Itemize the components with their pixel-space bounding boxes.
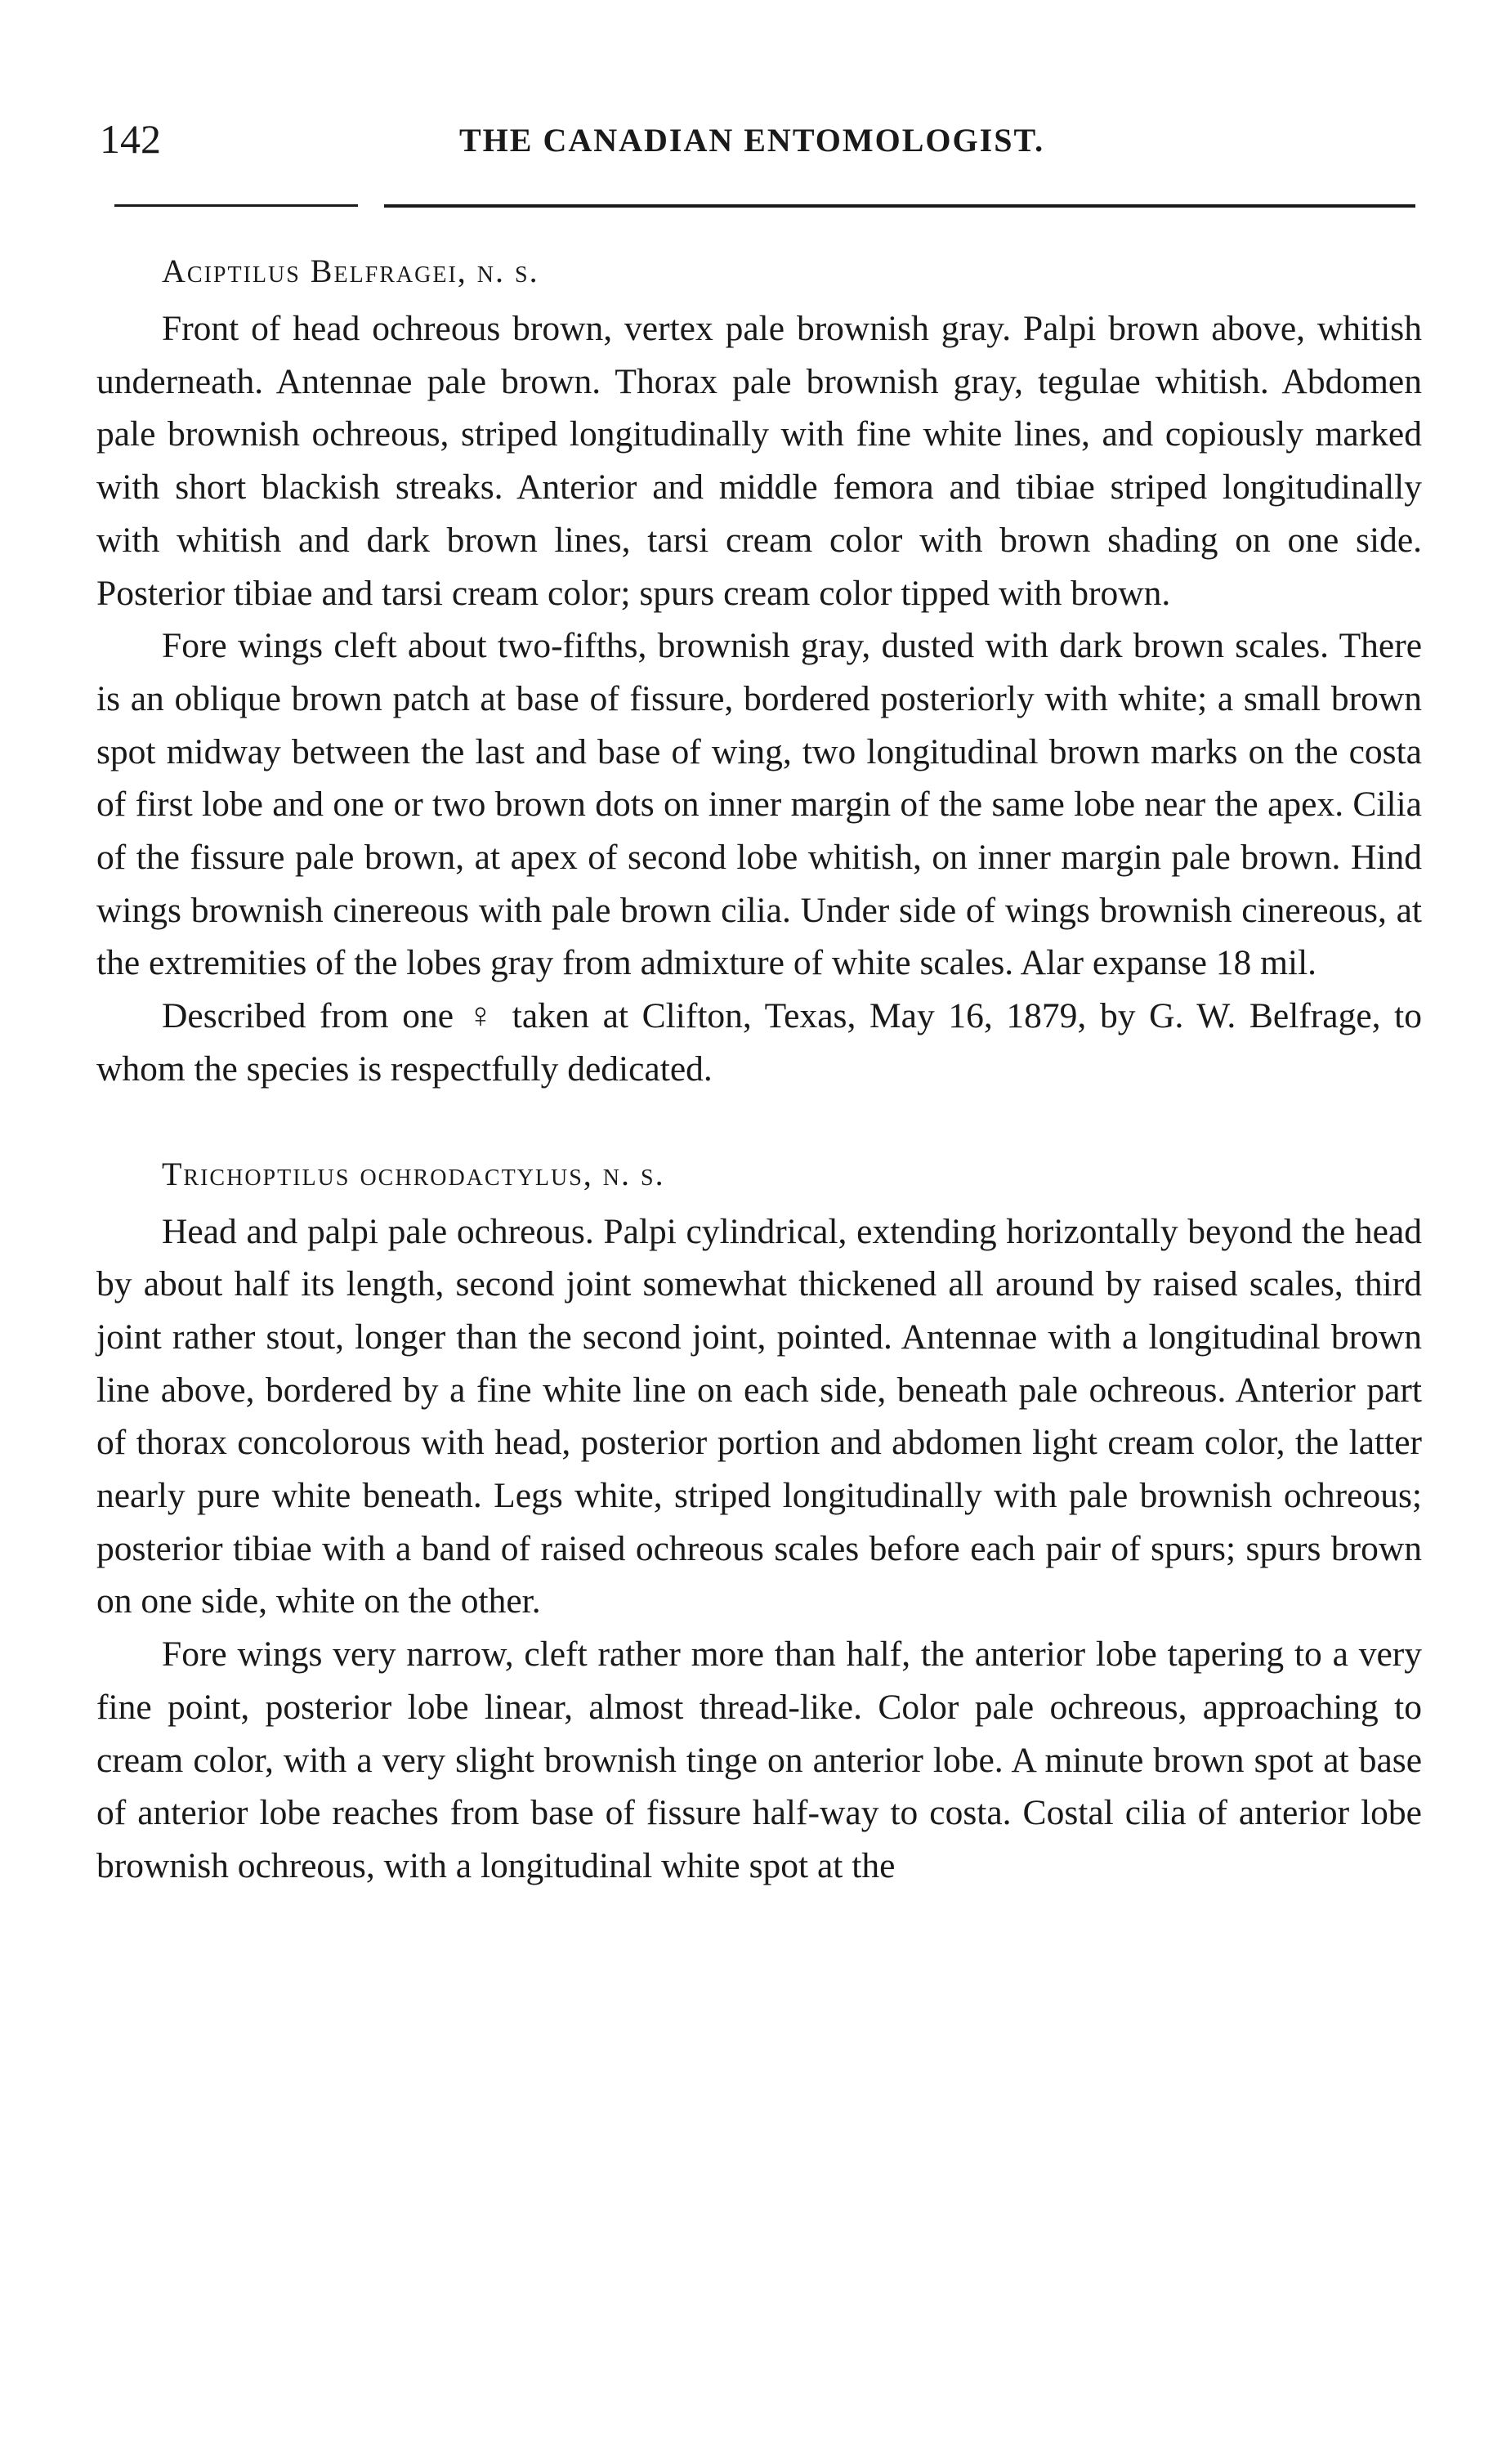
body-text [96,245,1422,1893]
paragraph: Head and palpi pale ochreous. Palpi cylindrical, extending horizontally beyond the head by about half its length, second joint somewhat thickened all around by raised scales, third joint rather stout, longer than the second joint, pointed. Antennae with a longitudinal brown line above, bordered by a fine white line on each side, beneath pale ochreous. Anterior part of thorax concolorous with head, posterior portion and abdomen light cream color, the latter nearly pure white beneath. Legs white, striped longitudinally with pale brownish ochreous; posterior tibiae with a band of raised ochreous scales before each pair of spurs; spurs brown on one side, white on the other. [96,1211,1422,1621]
journal-title: THE CANADIAN ENTOMOLOGIST. [459,122,1045,159]
paragraph: Fore wings very narrow, cleft rather more than half, the anterior lobe tapering to a very fine point, posterior lobe linear, almost thread-like. Color pale ochreous, approaching to cream color, with a very slight brownish tinge on anterior lobe. A minute brown spot at base of anterior lobe reaches from base of fissure half-way to costa. Costal cilia of anterior lobe brownish ochreous, with a longitudinal white spot at the [96,1634,1422,1885]
header-rule-right [384,204,1415,208]
section-gap [96,1096,1422,1148]
page-number: 142 [100,116,161,162]
paragraph: Described from one ♀ taken at Clifton, Texas, May 16, 1879, by G. W. Belfrage, to whom the species is respectfully dedicated. [96,996,1422,1089]
paragraph: Fore wings cleft about two-fifths, brownish gray, dusted with dark brown scales. There is an oblique brown patch at base of fissure, bordered posteriorly with white; a small brown spot midway between the last and base of wing, two longitudinal brown marks on the costa of first lobe and one or two brown dots on inner margin of the same lobe near the apex. Cilia of the fissure pale brown, at apex of second lobe whitish, on inner margin pale brown. Hind wings brownish cinereous with pale brown cilia. Under side of wings brownish cinereous, at the extremities of the lobes gray from admixture of white scales. Alar expanse 18 mil. [96,626,1422,983]
species-heading: Aciptilus Belfragei, n. s. [162,253,539,289]
running-head [100,114,1420,163]
species-heading: Trichoptilus ochrodactylus, n. s. [162,1155,665,1192]
header-rule-left [114,204,358,207]
paragraph: Front of head ochreous brown, vertex pale brownish gray. Palpi brown above, whitish underneath. Antennae pale brown. Thorax pale brownish gray, tegulae whitish. Abdomen pale brownish ochreous, striped longitudinally with fine white lines, and copiously marked with short blackish streaks. Anterior and middle femora and tibiae striped longitudinally with whitish and dark brown lines, tarsi cream color with brown shading on one side. Posterior tibiae and tarsi cream color; spurs cream color tipped with brown. [96,309,1422,613]
